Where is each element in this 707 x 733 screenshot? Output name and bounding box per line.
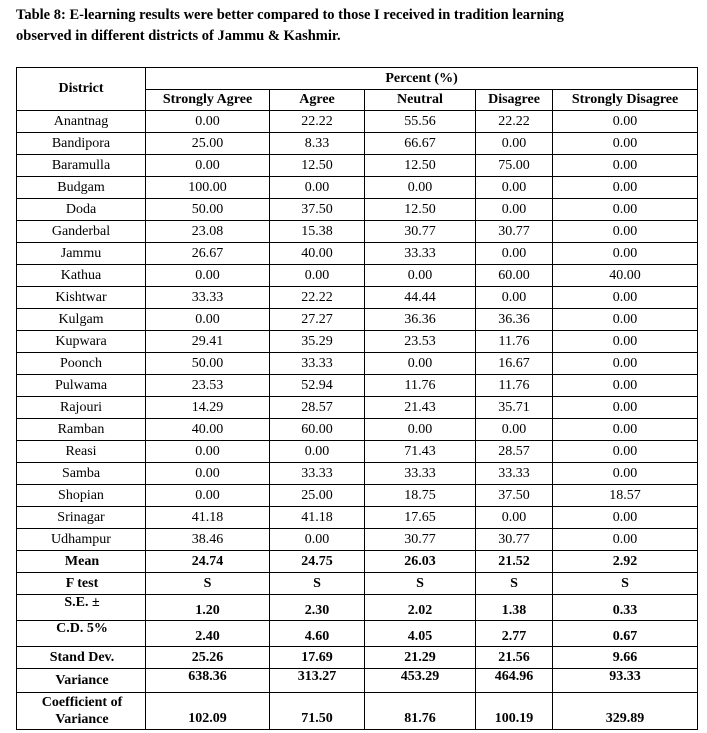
table-cell: 38.46 — [146, 529, 270, 551]
stat-row-f-test — [17, 573, 698, 595]
table-cell: 0.00 — [146, 111, 270, 133]
table-cell: 44.44 — [365, 287, 476, 309]
table-cell: 12.50 — [365, 199, 476, 221]
table-cell: 0.00 — [476, 133, 553, 155]
table-cell: 0.00 — [553, 441, 698, 463]
table-cell: 75.00 — [476, 155, 553, 177]
stat-label-line-1: Coefficient of — [41, 695, 123, 710]
table-cell: 0.00 — [146, 155, 270, 177]
table-cell: 11.76 — [365, 375, 476, 397]
table-cell: 18.57 — [553, 485, 698, 507]
stat-label-line-2: Variance — [55, 712, 109, 727]
table-cell: 28.57 — [476, 441, 553, 463]
stat-cell: 81.76 — [365, 693, 476, 730]
table-cell: 0.00 — [365, 353, 476, 375]
stat-cell: 71.50 — [270, 693, 365, 730]
stat-cell: 21.56 — [476, 647, 553, 669]
stat-cell: 313.27 — [270, 669, 365, 693]
stat-cell: 102.09 — [146, 693, 270, 730]
table-cell: 0.00 — [553, 507, 698, 529]
table-row — [17, 375, 698, 397]
results-table — [16, 67, 698, 730]
column-header-neutral: Neutral — [365, 90, 476, 111]
stat-cell: 2.77 — [476, 621, 553, 647]
stat-cell: 24.74 — [146, 551, 270, 573]
table-cell: 0.00 — [476, 419, 553, 441]
stat-cell: 21.29 — [365, 647, 476, 669]
table-cell: 25.00 — [270, 485, 365, 507]
table-cell: 29.41 — [146, 331, 270, 353]
table-cell: 30.77 — [365, 529, 476, 551]
table-cell: 50.00 — [146, 353, 270, 375]
stat-cell: 453.29 — [365, 669, 476, 693]
table-cell: 0.00 — [146, 441, 270, 463]
table-cell: 71.43 — [365, 441, 476, 463]
column-header-strongly-agree: Strongly Agree — [146, 90, 270, 111]
table-cell: 0.00 — [476, 177, 553, 199]
table-row — [17, 397, 698, 419]
table-cell: 14.29 — [146, 397, 270, 419]
table-cell: 60.00 — [476, 265, 553, 287]
table-cell: 0.00 — [365, 419, 476, 441]
district-name: Rajouri — [17, 397, 146, 419]
column-header-agree: Agree — [270, 90, 365, 111]
stat-cell: 26.03 — [365, 551, 476, 573]
table-cell: 12.50 — [270, 155, 365, 177]
district-name: Samba — [17, 463, 146, 485]
table-cell: 0.00 — [476, 199, 553, 221]
table-cell: 41.18 — [146, 507, 270, 529]
table-cell: 0.00 — [553, 177, 698, 199]
table-cell: 12.50 — [365, 155, 476, 177]
table-row — [17, 287, 698, 309]
district-name: Poonch — [17, 353, 146, 375]
table-cell: 0.00 — [476, 287, 553, 309]
stat-label: C.D. 5% — [17, 621, 146, 647]
table-cell: 0.00 — [270, 441, 365, 463]
stat-cell: 21.52 — [476, 551, 553, 573]
table-row — [17, 419, 698, 441]
table-cell: 100.00 — [146, 177, 270, 199]
stat-label: F test — [17, 573, 146, 595]
table-cell: 0.00 — [553, 463, 698, 485]
table-stats — [17, 551, 698, 730]
table-cell: 0.00 — [553, 353, 698, 375]
stat-row-se — [17, 595, 698, 621]
stat-row-cd — [17, 621, 698, 647]
table-cell: 0.00 — [553, 155, 698, 177]
table-cell: 23.53 — [146, 375, 270, 397]
table-cell: 33.33 — [365, 463, 476, 485]
table-cell: 16.67 — [476, 353, 553, 375]
district-name: Reasi — [17, 441, 146, 463]
stat-cell: 17.69 — [270, 647, 365, 669]
table-cell: 35.71 — [476, 397, 553, 419]
stat-cell: 1.38 — [476, 595, 553, 621]
table-cell: 22.22 — [270, 111, 365, 133]
table-cell: 41.18 — [270, 507, 365, 529]
table-row — [17, 441, 698, 463]
stat-cell: 100.19 — [476, 693, 553, 730]
table-cell: 25.00 — [146, 133, 270, 155]
stat-cell: 2.30 — [270, 595, 365, 621]
table-cell: 0.00 — [270, 529, 365, 551]
table-row — [17, 485, 698, 507]
stat-cell: 2.02 — [365, 595, 476, 621]
table-cell: 36.36 — [476, 309, 553, 331]
caption-line-1: Table 8: E-learning results were better compared to those I received in tradition learning — [16, 7, 564, 23]
table-cell: 33.33 — [476, 463, 553, 485]
stat-cell: 329.89 — [553, 693, 698, 730]
table-cell: 0.00 — [553, 221, 698, 243]
stat-cell: 2.92 — [553, 551, 698, 573]
table-row — [17, 265, 698, 287]
table-cell: 40.00 — [553, 265, 698, 287]
table-row — [17, 463, 698, 485]
table-cell: 0.00 — [553, 375, 698, 397]
table-cell: 28.57 — [270, 397, 365, 419]
table-row — [17, 529, 698, 551]
district-name: Kathua — [17, 265, 146, 287]
table-cell: 0.00 — [146, 485, 270, 507]
table-cell: 23.53 — [365, 331, 476, 353]
district-name: Ganderbal — [17, 221, 146, 243]
table-cell: 40.00 — [146, 419, 270, 441]
table-cell: 27.27 — [270, 309, 365, 331]
table-cell: 0.00 — [553, 243, 698, 265]
table-cell: 66.67 — [365, 133, 476, 155]
stat-row-stand-dev — [17, 647, 698, 669]
stat-cell: S — [365, 573, 476, 595]
table-cell: 35.29 — [270, 331, 365, 353]
district-name: Kishtwar — [17, 287, 146, 309]
table-row — [17, 177, 698, 199]
table-cell: 30.77 — [476, 529, 553, 551]
table-cell: 33.33 — [365, 243, 476, 265]
table-cell: 60.00 — [270, 419, 365, 441]
table-cell: 18.75 — [365, 485, 476, 507]
table-cell: 17.65 — [365, 507, 476, 529]
table-cell: 36.36 — [365, 309, 476, 331]
table-cell: 55.56 — [365, 111, 476, 133]
table-cell: 0.00 — [476, 507, 553, 529]
district-name: Srinagar — [17, 507, 146, 529]
table-caption — [16, 5, 656, 47]
stat-label: Variance — [17, 669, 146, 693]
table-row — [17, 309, 698, 331]
table-cell: 40.00 — [270, 243, 365, 265]
table-cell: 0.00 — [553, 529, 698, 551]
table-cell: 15.38 — [270, 221, 365, 243]
table-row — [17, 353, 698, 375]
table-row — [17, 243, 698, 265]
district-name: Budgam — [17, 177, 146, 199]
district-name: Baramulla — [17, 155, 146, 177]
stat-row-mean — [17, 551, 698, 573]
stat-cell: 4.05 — [365, 621, 476, 647]
stat-cell: 2.40 — [146, 621, 270, 647]
table-cell: 0.00 — [270, 177, 365, 199]
table-cell: 52.94 — [270, 375, 365, 397]
table-cell: 0.00 — [553, 287, 698, 309]
table-cell: 0.00 — [270, 265, 365, 287]
table-cell: 37.50 — [270, 199, 365, 221]
column-header-disagree: Disagree — [476, 90, 553, 111]
district-name: Ramban — [17, 419, 146, 441]
district-name: Shopian — [17, 485, 146, 507]
table-cell: 22.22 — [270, 287, 365, 309]
table-row — [17, 111, 698, 133]
stat-row-coefficient-of-variance — [17, 693, 698, 730]
stat-cell: S — [146, 573, 270, 595]
stat-label: S.E. ± — [17, 595, 146, 621]
stat-label: Mean — [17, 551, 146, 573]
caption-line-2: observed in different districts of Jammu & Kashmir. — [16, 28, 341, 44]
district-name: Kupwara — [17, 331, 146, 353]
table-row — [17, 133, 698, 155]
table-cell: 33.33 — [270, 353, 365, 375]
table-row — [17, 507, 698, 529]
table-cell: 0.00 — [365, 265, 476, 287]
stat-cell: 1.20 — [146, 595, 270, 621]
stat-cell: 638.36 — [146, 669, 270, 693]
stat-label: Stand Dev. — [17, 647, 146, 669]
district-name: Bandipora — [17, 133, 146, 155]
stat-cell: S — [476, 573, 553, 595]
table-cell: 33.33 — [146, 287, 270, 309]
table-cell: 0.00 — [476, 243, 553, 265]
percent-header: Percent (%) — [146, 68, 698, 90]
table-cell: 33.33 — [270, 463, 365, 485]
table-cell: 0.00 — [553, 397, 698, 419]
stat-row-variance — [17, 669, 698, 693]
table-cell: 37.50 — [476, 485, 553, 507]
table-cell: 8.33 — [270, 133, 365, 155]
table-cell: 30.77 — [365, 221, 476, 243]
column-header-strongly-disagree: Strongly Disagree — [553, 90, 698, 111]
stat-cell: 25.26 — [146, 647, 270, 669]
stat-cell: S — [270, 573, 365, 595]
table-cell: 0.00 — [146, 309, 270, 331]
district-name: Jammu — [17, 243, 146, 265]
stat-label — [17, 693, 146, 730]
table-cell: 22.22 — [476, 111, 553, 133]
table-cell: 11.76 — [476, 331, 553, 353]
table-cell: 0.00 — [553, 199, 698, 221]
table-row — [17, 155, 698, 177]
table-cell: 0.00 — [146, 463, 270, 485]
stat-cell: 0.67 — [553, 621, 698, 647]
stat-cell: 93.33 — [553, 669, 698, 693]
table-header — [17, 68, 698, 111]
district-header: District — [17, 68, 146, 111]
stat-cell: 464.96 — [476, 669, 553, 693]
district-name: Udhampur — [17, 529, 146, 551]
table-cell: 0.00 — [553, 419, 698, 441]
district-name: Pulwama — [17, 375, 146, 397]
table-cell: 0.00 — [553, 133, 698, 155]
district-name: Doda — [17, 199, 146, 221]
table-row — [17, 221, 698, 243]
table-cell: 23.08 — [146, 221, 270, 243]
table-row — [17, 199, 698, 221]
stat-cell: 4.60 — [270, 621, 365, 647]
table-cell: 11.76 — [476, 375, 553, 397]
table-row — [17, 331, 698, 353]
table-cell: 21.43 — [365, 397, 476, 419]
stat-cell: 9.66 — [553, 647, 698, 669]
stat-cell: 24.75 — [270, 551, 365, 573]
table-cell: 0.00 — [553, 331, 698, 353]
district-name: Anantnag — [17, 111, 146, 133]
table-cell: 26.67 — [146, 243, 270, 265]
table-cell: 0.00 — [553, 111, 698, 133]
district-name: Kulgam — [17, 309, 146, 331]
table-body — [17, 111, 698, 551]
table-cell: 0.00 — [365, 177, 476, 199]
table-cell: 30.77 — [476, 221, 553, 243]
table-cell: 50.00 — [146, 199, 270, 221]
stat-cell: S — [553, 573, 698, 595]
table-cell: 0.00 — [553, 309, 698, 331]
stat-cell: 0.33 — [553, 595, 698, 621]
table-cell: 0.00 — [146, 265, 270, 287]
